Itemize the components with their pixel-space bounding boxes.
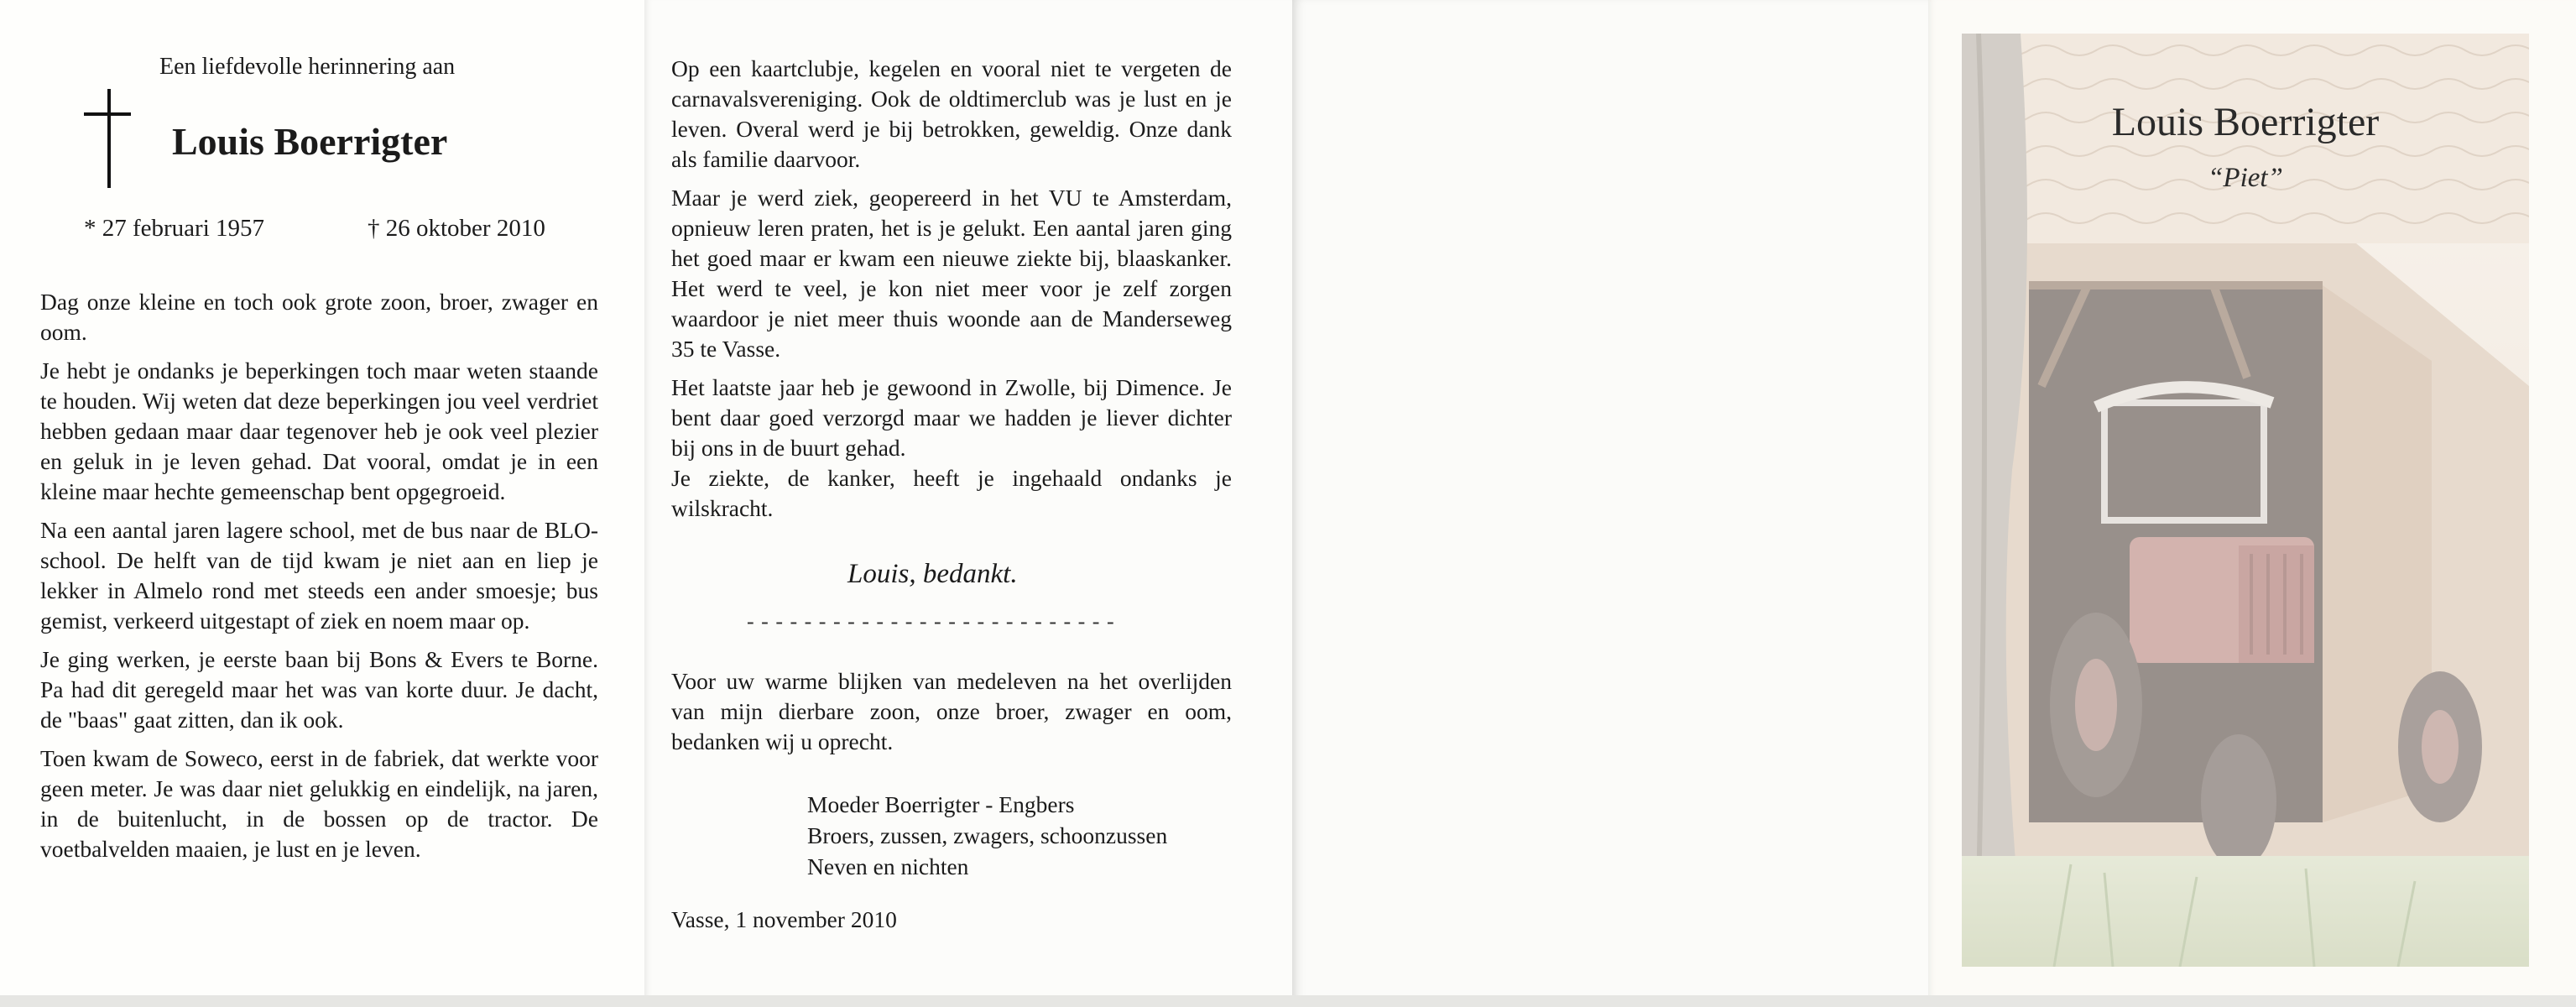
paragraph: Het laatste jaar heb je gewoond in Zwolle, bij Dimence. Je bent daar goed verzorgd maar we hadden je liever dichter bij ons in de buurt gehad. Je ziekte, de kanker, heeft je ingehaald ondanks je wilskracht. bbox=[671, 374, 1232, 521]
family-line: Broers, zussen, zwagers, schoonzussen bbox=[807, 822, 1168, 848]
paragraph: Na een aantal jaren lagere school, met de bus naar de BLO-school. De helft van de tijd kwam je niet aan en liep je lekker in Almelo rond met steeds een ander smoesje; bus gemist, verkeerd uitgestapt of ziek en noem maar op. bbox=[40, 517, 598, 634]
birth-date: * 27 februari 1957 bbox=[84, 215, 265, 242]
memorial-text-left bbox=[40, 287, 598, 873]
gratitude-text: Voor uw warme blijken van medeleven na het overlijden van mijn dierbare zoon, onze broer, zwager en oom, bedanken wij u oprecht. bbox=[671, 668, 1232, 754]
family-line: Neven en nichten bbox=[807, 853, 969, 879]
paragraph: Je hebt je ondanks je beperkingen toch maar weten staande te houden. Wij weten dat deze beperkingen jou veel verdriet hebben gedaan maar daar tegenover heb je ook veel plezier en geluk in je leven gehad. Dat vooral, omdat je in een kleine maar hechte gemeenschap bent opgegroeid. bbox=[40, 357, 598, 504]
cross-icon bbox=[84, 89, 117, 188]
paragraph: Toen kwam de Soweco, eerst in de fabriek, dat werkte voor geen meter. Je was daar niet gelukkig en eindelijk, na jaren, in de buitenlucht, in de bossen op de tractor. De voetbalvelden maaien, je lust en je leven. bbox=[40, 745, 598, 862]
place-and-date: Vasse, 1 november 2010 bbox=[671, 906, 897, 932]
death-date: † 26 oktober 2010 bbox=[368, 215, 545, 242]
family-signature bbox=[807, 789, 1167, 882]
cover-name: Louis Boerrigter bbox=[2111, 100, 2380, 144]
scan-bottom-edge bbox=[0, 995, 2576, 1007]
paragraph: Op een kaartclubje, kegelen en vooral niet te vergeten de carnavalsvereniging. Ook de oldtimerclub was je lust en je leven. Overal werd je bij betrokken, geweldig. Onze dank als familie daarvoor. bbox=[671, 55, 1232, 172]
dashed-divider: - - - - - - - - - - - - - - - - - - - - - - - - - - bbox=[747, 609, 1115, 634]
memorial-intro: Een liefdevolle herinnering aan bbox=[159, 54, 456, 80]
thanks-line: Louis, bedankt. bbox=[847, 559, 1018, 589]
paragraph: Je ging werken, je eerste baan bij Bons & Evers te Borne. Pa had dit geregeld maar het was van korte duur. Je dacht, de "baas" gaat zitten, dan ik ook. bbox=[40, 646, 598, 733]
paragraph: Maar je werd ziek, geopereerd in het VU te Amsterdam, opnieuw leren praten, het is je gelukt. Een aantal jaren ging het goed maar er kwam een nieuwe ziekte bij, blaaskanker. Het werd te veel, je kon niet meer voor je zelf zorgen waardoor je niet meer thuis woonde aan de Manderseweg 35 te Vasse. bbox=[671, 185, 1232, 362]
back-page bbox=[1292, 0, 1928, 1007]
memorial-text-right bbox=[671, 54, 1232, 532]
paragraph: Dag onze kleine en toch ook grote zoon, broer, zwager en oom. bbox=[40, 289, 598, 345]
family-line: Moeder Boerrigter - Engbers bbox=[807, 791, 1075, 817]
cover-nickname: “Piet” bbox=[2208, 163, 2283, 193]
deceased-name: Louis Boerrigter bbox=[172, 120, 448, 163]
